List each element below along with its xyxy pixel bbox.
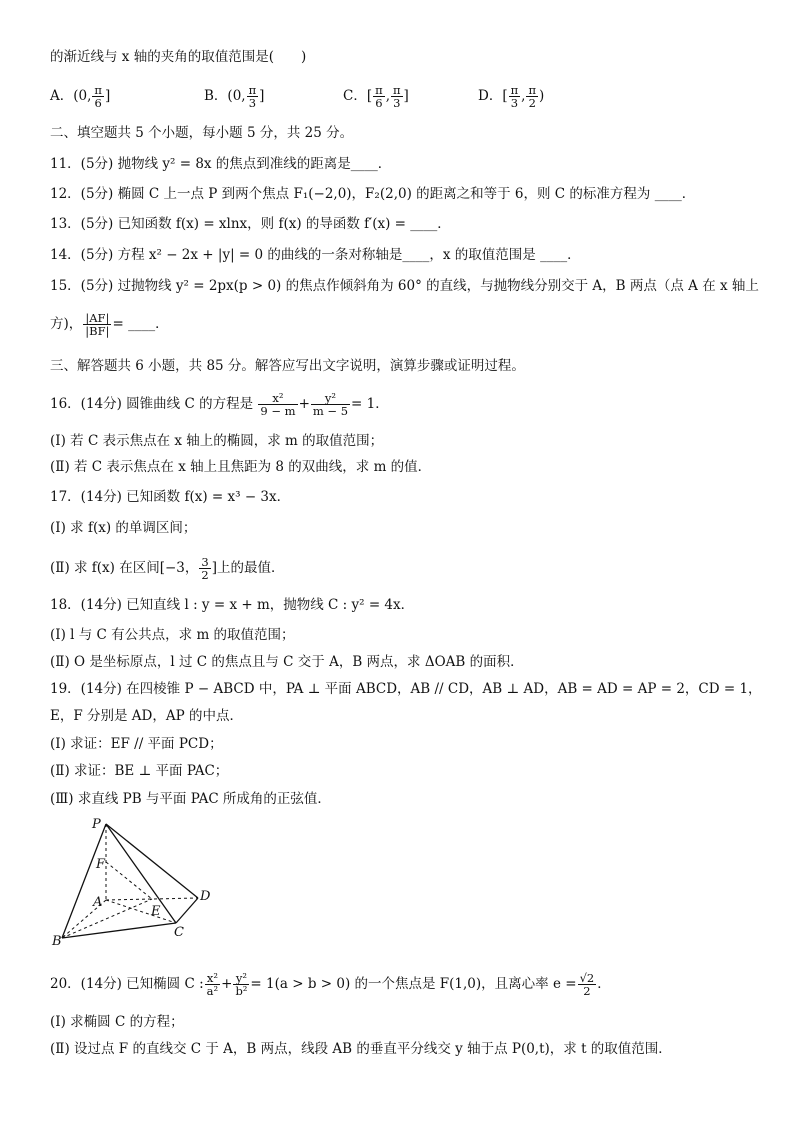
label-c: C (174, 925, 184, 940)
q20-stem: 20．(14分) 已知椭圆 C : $\frac{\text{x²}}{\text{a²}}$ + $\frac{\text{y²}}{\text{b²}}$ = 1(a > b > 0) 的一个焦点是 F(1,0)，且离心率 e = $\frac{√2}{2}$ ． (50, 971, 611, 998)
q19-line1: 19．(14分) 在四棱锥 P − ABCD 中，PA ⊥ 平面 ABCD，AB // CD，AB ⊥ AD，AB = AD = AP = 2，CD = 1， (50, 681, 762, 697)
q18-part2: (Ⅱ) O 是坐标原点，l 过 C 的焦点且与 C 交于 A，B 两点，求 ΔOAB 的面积． (50, 654, 524, 670)
q20-part1: (Ⅰ) 求椭圆 C 的方程； (50, 1014, 184, 1030)
segment-ef (106, 862, 152, 899)
q15-line1: 15．(5分) 过抛物线 y² = 2px(p > 0) 的焦点作倾斜角为 60° 的直线，与抛物线分别交于 A，B 两点（点 A 在 x 轴上 (50, 278, 759, 294)
q17-part2: (Ⅱ) 求 f(x) 在区间[−3， $\frac{3}{2}$ ]上的最值． (50, 555, 285, 582)
q16-stem: 16．(14分) 圆锥曲线 C 的方程是 $\frac{\text{x²}}{9 - m}$ + $\frac{\text{y²}}{m - 5}$ = 1． (50, 391, 389, 418)
label-e: E (151, 904, 161, 919)
label-d: D (200, 889, 211, 904)
option-b: B．(0, $\frac{\pi}{3}$ ] (204, 83, 265, 110)
q20-part2: (Ⅱ) 设过点 F 的直线交 C 于 A，B 两点，线段 AB 的垂直平分线交 y 轴于点 P(0,t)，求 t 的取值范围． (50, 1041, 672, 1057)
label-b: B (52, 934, 62, 949)
q11: 11．(5分) 抛物线 y² = 8x 的焦点到准线的距离是____． (50, 156, 392, 172)
q15-line2: 方)， $\frac{|AF|}{|BF|}$ = ____． (50, 311, 169, 338)
edge-pc (106, 824, 176, 923)
q16-part1: (Ⅰ) 若 C 表示焦点在 x 轴上的椭圆，求 m 的取值范围； (50, 433, 384, 449)
edge-pd (106, 824, 198, 898)
q19-part3: (Ⅲ) 求直线 PB 与平面 PAC 所成角的正弦值． (50, 791, 331, 807)
q19-part2: (Ⅱ) 求证：BE ⊥ 平面 PAC； (50, 763, 229, 779)
option-c: C．[ $\frac{\pi}{6}$ , $\frac{\pi}{3}$ ] (343, 83, 409, 110)
section-2-heading: 二、填空题共 5 个小题，每小题 5 分，共 25 分。 (50, 125, 354, 141)
q14: 14．(5分) 方程 x² − 2x + |y| = 0 的曲线的一条对称轴是____，x 的取值范围是 ____． (50, 247, 581, 263)
section-3-heading: 三、解答题共 6 小题，共 85 分。解答应写出文字说明，演算步骤或证明过程。 (50, 358, 525, 374)
label-f: F (96, 857, 106, 872)
q12: 12．(5分) 椭圆 C 上一点 P 到两个焦点 F₁(−2,0)，F₂(2,0) 的距离之和等于 6，则 C 的标准方程为 ____． (50, 186, 696, 202)
pyramid-figure (48, 818, 228, 953)
q19-line2: E，F 分别是 AD，AP 的中点． (50, 708, 244, 724)
edge-pb (62, 824, 106, 938)
q17-stem: 17．(14分) 已知函数 f(x) = x³ − 3x． (50, 489, 291, 505)
option-d: D．[ $\frac{\pi}{3}$ , $\frac{\pi}{2}$ ) (478, 83, 545, 110)
q18-part1: (Ⅰ) l 与 C 有公共点，求 m 的取值范围； (50, 627, 295, 643)
q13: 13．(5分) 已知函数 f(x) = xlnx，则 f(x) 的导函数 f′(x) = ____． (50, 216, 451, 232)
label-a: A (93, 895, 103, 910)
q16-part2: (Ⅱ) 若 C 表示焦点在 x 轴上且焦距为 8 的双曲线，求 m 的值． (50, 459, 432, 475)
q18-stem: 18．(14分) 已知直线 l : y = x + m，抛物线 C : y² = 4x． (50, 597, 415, 613)
q19-part1: (Ⅰ) 求证：EF // 平面 PCD； (50, 736, 223, 752)
option-a: A．(0, $\frac{\pi}{6}$ ] (50, 83, 111, 110)
label-p: P (92, 818, 101, 832)
edge-cd (176, 898, 198, 923)
q17-part1: (Ⅰ) 求 f(x) 的单调区间； (50, 520, 197, 536)
q10-stem: 的渐近线与 x 轴的夹角的取值范围是( ) (50, 49, 307, 65)
